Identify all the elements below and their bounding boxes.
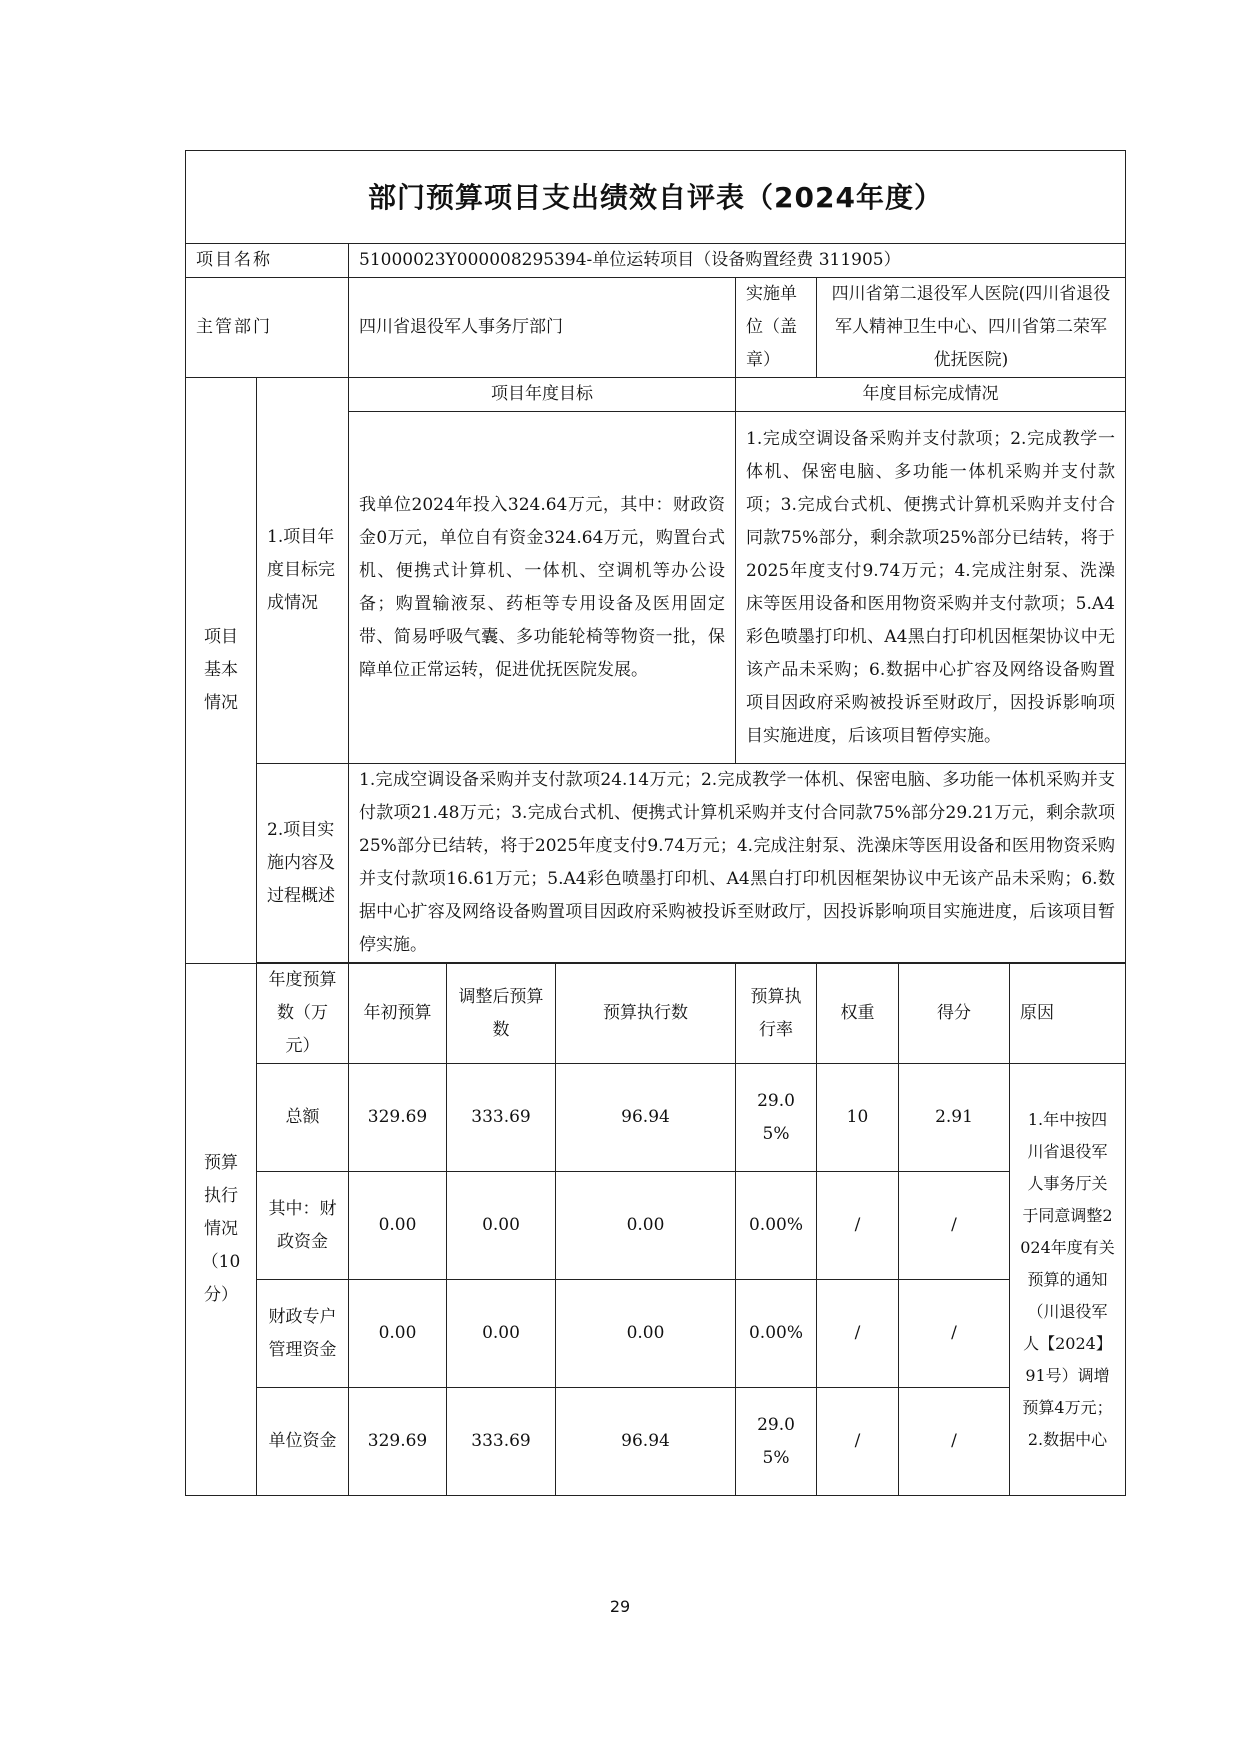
implementing-unit-label: 实施单位（盖章） bbox=[736, 278, 817, 378]
header-weight: 权重 bbox=[817, 964, 899, 1064]
implementation-summary-label: 2.项目实施内容及过程概述 bbox=[257, 764, 349, 963]
initial-budget-cell: 329.69 bbox=[349, 1388, 447, 1496]
weight-cell: / bbox=[817, 1280, 899, 1388]
project-name-value: 51000023Y000008295394-单位运转项目（设备购置经费 311905） bbox=[349, 244, 1126, 278]
header-adjusted-budget: 调整后预算数 bbox=[447, 964, 556, 1064]
adjusted-budget-cell: 333.69 bbox=[447, 1064, 556, 1172]
implementation-summary-text: 1.完成空调设备采购并支付款项24.14万元；2.完成教学一体机、保密电脑、多功能一体机采购并支付款项21.48万元；3.完成台式机、便携式计算机采购并支付合同款75%部分29.21万元，剩余款项25%部分已结转，将于2025年度支付9.74万元；4.完成注射泵、洗澡床等医用设备和医用物资采购并支付款项16.61万元；5.A4彩色喷墨打印机、A4黑白打印机因框架协议中无该产品未采购；6.数据中心扩容及网络设备购置项目因政府采购被投诉至财政厅，因投诉影响项目实施进度，后该项目暂停实施。 bbox=[349, 764, 1126, 963]
goal-completion-label: 1.项目年度目标完成情况 bbox=[257, 378, 349, 764]
department-value: 四川省退役军人事务厅部门 bbox=[349, 278, 736, 378]
project-name-label: 项目名称 bbox=[186, 244, 349, 278]
form-title: 部门预算项目支出绩效自评表（2024年度） bbox=[186, 151, 1126, 244]
initial-budget-cell: 329.69 bbox=[349, 1064, 447, 1172]
adjusted-budget-cell: 333.69 bbox=[447, 1388, 556, 1496]
goal-completion-text: 1.完成空调设备采购并支付款项；2.完成教学一体机、保密电脑、多功能一体机采购并支付款项；3.完成台式机、便携式计算机采购并支付合同款75%部分，剩余款项25%部分已结转，将于2025年度支付9.74万元；4.完成注射泵、洗澡床等医用设备和医用物资采购并支付款项；5.A4彩色喷墨打印机、A4黑白打印机因框架协议中无该产品未采购；6.数据中心扩容及网络设备购置项目因政府采购被投诉至财政厅，因投诉影响项目实施进度，后该项目暂停实施。 bbox=[736, 412, 1126, 764]
budget-row-total bbox=[186, 1064, 1126, 1172]
header-initial-budget: 年初预算 bbox=[349, 964, 447, 1064]
basic-info-section-label: 项目基本情况 bbox=[186, 378, 257, 964]
score-cell: / bbox=[899, 1280, 1010, 1388]
budget-row-unit-funds bbox=[186, 1388, 1126, 1496]
adjusted-budget-cell: 0.00 bbox=[447, 1280, 556, 1388]
header-score: 得分 bbox=[899, 964, 1010, 1064]
score-cell: 2.91 bbox=[899, 1064, 1010, 1172]
executed-cell: 0.00 bbox=[556, 1172, 736, 1280]
row-label: 其中：财政资金 bbox=[257, 1172, 349, 1280]
annual-goal-text: 我单位2024年投入324.64万元，其中：财政资金0万元，单位自有资金324.64万元，购置台式机、便携式计算机、一体机、空调机等办公设备；购置输液泵、药柜等专用设备及医用固定带、简易呼吸气囊、多功能轮椅等物资一批，保障单位正常运转，促进优抚医院发展。 bbox=[349, 412, 736, 764]
row-label: 财政专户管理资金 bbox=[257, 1280, 349, 1388]
rate-cell: 29.05% bbox=[736, 1388, 817, 1496]
executed-cell: 96.94 bbox=[556, 1388, 736, 1496]
header-annual-budget: 年度预算数（万元） bbox=[257, 964, 349, 1064]
row-label: 单位资金 bbox=[257, 1388, 349, 1496]
rate-cell: 0.00% bbox=[736, 1280, 817, 1388]
budget-row-fiscal bbox=[186, 1172, 1126, 1280]
weight-cell: 10 bbox=[817, 1064, 899, 1172]
implementing-unit-value: 四川省第二退役军人医院(四川省退役军人精神卫生中心、四川省第二荣军优抚医院) bbox=[817, 278, 1126, 378]
budget-execution-section-label: 预算执行情况（10分） bbox=[186, 964, 257, 1496]
performance-self-evaluation-form bbox=[185, 150, 1125, 1496]
page-number: 29 bbox=[609, 1597, 631, 1616]
annual-goal-header: 项目年度目标 bbox=[349, 378, 736, 412]
score-cell: / bbox=[899, 1172, 1010, 1280]
rate-cell: 0.00% bbox=[736, 1172, 817, 1280]
budget-row-special-account bbox=[186, 1280, 1126, 1388]
weight-cell: / bbox=[817, 1172, 899, 1280]
header-executed: 预算执行数 bbox=[556, 964, 736, 1064]
rate-cell: 29.05% bbox=[736, 1064, 817, 1172]
executed-cell: 0.00 bbox=[556, 1280, 736, 1388]
reason-text: 1.年中按四川省退役军人事务厅关于同意调整2024年度有关预算的通知（川退役军人【2024】91号）调增预算4万元；2.数据中心 bbox=[1010, 1064, 1126, 1496]
adjusted-budget-cell: 0.00 bbox=[447, 1172, 556, 1280]
header-reason: 原因 bbox=[1010, 964, 1126, 1064]
evaluation-table bbox=[185, 150, 1126, 1496]
header-execution-rate: 预算执行率 bbox=[736, 964, 817, 1064]
initial-budget-cell: 0.00 bbox=[349, 1172, 447, 1280]
weight-cell: / bbox=[817, 1388, 899, 1496]
goal-completion-header: 年度目标完成情况 bbox=[736, 378, 1126, 412]
executed-cell: 96.94 bbox=[556, 1064, 736, 1172]
row-label: 总额 bbox=[257, 1064, 349, 1172]
department-label: 主管部门 bbox=[186, 278, 349, 378]
initial-budget-cell: 0.00 bbox=[349, 1280, 447, 1388]
score-cell: / bbox=[899, 1388, 1010, 1496]
